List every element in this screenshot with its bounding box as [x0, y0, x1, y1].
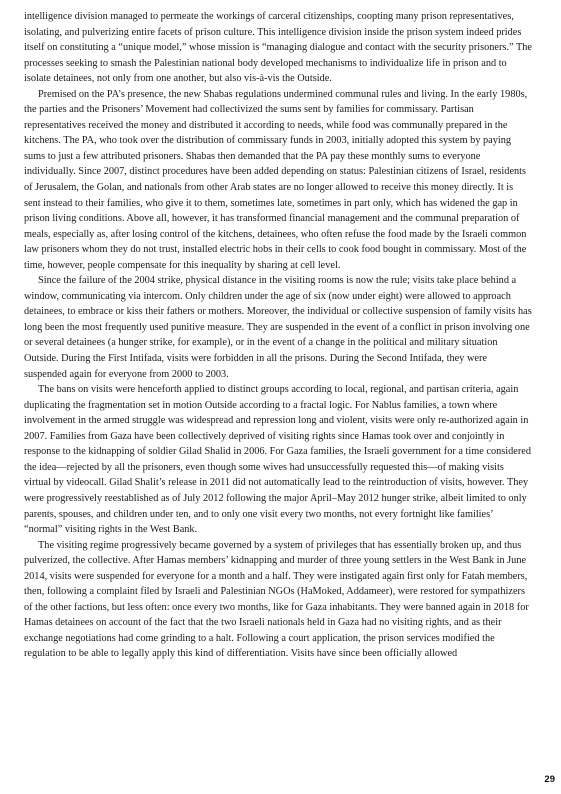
paragraph-commissary: Premised on the PA’s presence, the new Shabas regulations undermined communal rules and living. In the early 1980s, the parties and the Prisoners’ Movement had collectivized the sums sent by families for commissary. Partisan representatives received the money and distributed it according to needs, while food was communally prepared in the kitchens. The PA, who took over the distribution of commissary funds in 2003, initially adopted this system by paying sums to just a few attributed prisoners. Shabas then demanded that the PA pay these monthly sums to everyone individually. Since 2007, distinct procedures have been added depending on status: Palestinian citizens of Israel, residents of Jerusalem, the Golan, and nationals from other Arab states are no longer allowed to receive this money directly. It is sent instead to their families, who give it to them, sometimes late, sometimes in part only, which has widened the gap in prison living conditions. Above all, however, it has transformed financial management and the communal preparation of meals, especially as, after losing control of the kitchens, detainees, who often refuse the food made by the Israeli common law prisoners whom they do not trust, installed electric hobs in their cells to cook food bought in commissary. Most of the time, however, people compensate for this inequality by sharing at cell level.	[24, 88, 528, 271]
paragraph-continuation: intelligence division managed to permeate the workings of carceral citizenships, coopting many prison representatives, isolating, and pulverizing entire facets of prison culture. This intelligence division inside the prison system indeed prides itself on constituting a “unique model,” whose mission is “managing dialogue and contact with the security prisoners.” The processes seeking to smash the Palestinian national body developed mechanisms to individualize life in prison and to isolate detainees, not only from one another, but also vis-à-vis the Outside.	[24, 11, 532, 85]
page-number: 29	[544, 774, 555, 785]
paragraph-visiting-rooms: Since the failure of the 2004 strike, physical distance in the visiting rooms is now the rule; visits take place behind a window, communicating via intercom. Only children under the age of six (now under eight) were allowed to approach detainees, to embrace or kiss their fathers or mothers. Moreover, the individual or collective suspension of family visits has long been the most frequently used punitive measure. They are suspended in the event of a conflict in prison involving one or several detainees (a hunger strike, for example), or in the event of a change in the political and military situation Outside. During the First Intifada, visits were forbidden in all the prisons. During the Second Intifada, they were suspended again for everyone from 2000 to 2003.	[24, 275, 532, 380]
paragraph-visiting-regime: The visiting regime progressively became governed by a system of privileges that has essentially broken up, and thus pulverized, the collective. After Hamas members’ kidnapping and murder of three young settlers in the West Bank in June 2014, visits were suspended for everyone for a month and a half. They were instigated again first only for Fatah members, then, following a complaint filed by Israeli and Palestinian NGOs (HaMoked, Addameer), were restored for sympathizers of the other factions, but less often: once every two months, like for Gaza inhabitants. They were banned again in 2018 for Hamas detainees on account of the fact that the two Israeli nationals held in Gaza had no visiting rights, and as their exchange negotiations had come grinding to a halt. Following a court application, the prison services modified the regulation to be able to legally apply this kind of differentiation. Visits have since been officially allowed	[24, 539, 529, 660]
document-body	[24, 9, 532, 662]
paragraph-visit-bans: The bans on visits were henceforth applied to distinct groups according to local, regional, and partisan criteria, again duplicating the fragmentation set in motion Outside according to a fractal logic. For Nablus families, a town where involvement in the armed struggle was widespread and repression long and violent, visits were only re-authorized again in 2007. Families from Gaza have been collectively deprived of visiting rights since Hamas took over and conjointly in response to the kidnapping of soldier Gilad Shalid in 2006. For Gaza families, the Israeli government for a time considered the idea—rejected by all the prisoners, even though some wives had unsuccessfully requested this—of making visits virtual by videocall. Gilad Shalit’s release in 2011 did not automatically lead to the reintroduction of visits, however. They were progressively reestablished as of July 2012 following the major April–May 2012 hunger strike, albeit limited to only parents, spouses, and children under ten, and to only one visit every two months, not every fortnight like families’ “normal” visiting rights in the West Bank.	[24, 384, 531, 536]
